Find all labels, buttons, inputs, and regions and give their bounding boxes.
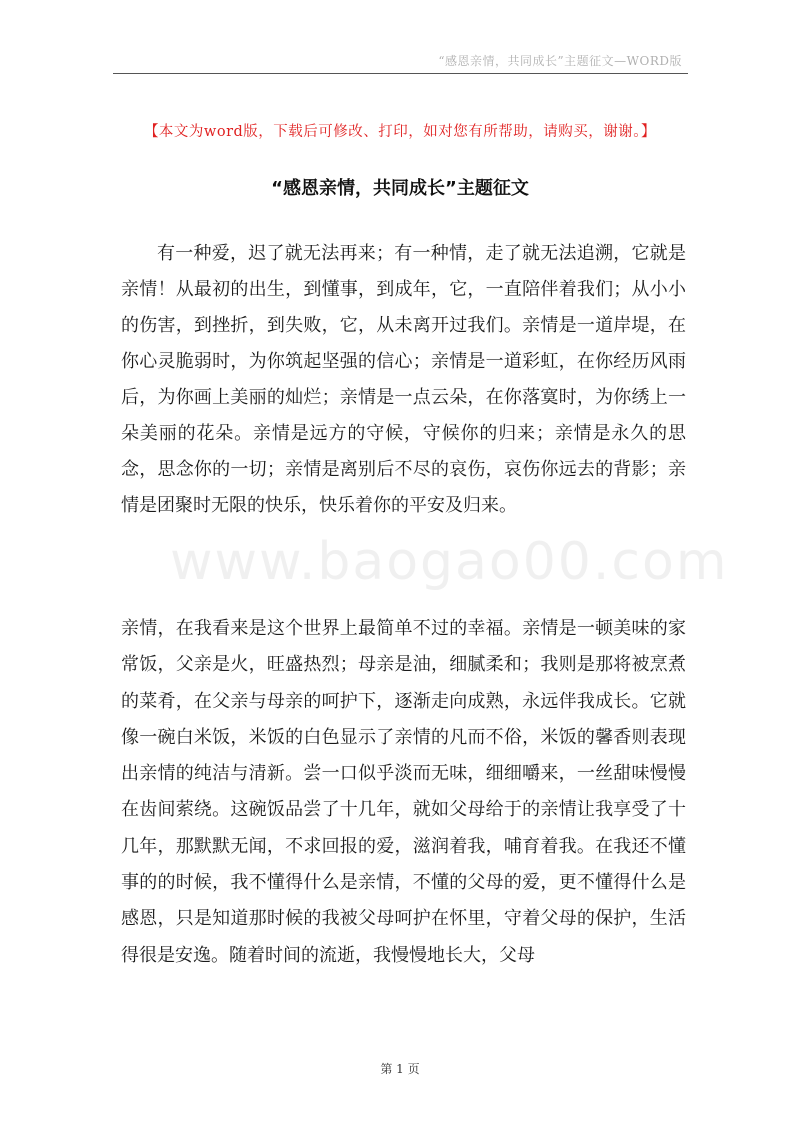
watermark: www.baogao00.com <box>170 532 729 592</box>
body-paragraph-1: 有一种爱，迟了就无法再来；有一种情，走了就无法追溯，它就是亲情！从最初的出生，到懂事，到成年，它，一直陪伴着我们；从小小的伤害，到挫折，到失败，它，从未离开过我们。亲情是一道岸堤，在你心灵脆弱时，为你筑起坚强的信心；亲情是一道彩虹，在你经历风雨后，为你画上美丽的灿烂；亲情是一点云朵，在你落寞时，为你绣上一朵美丽的花朵。亲情是远方的守候，守候你的归来；亲情是永久的思念，思念你的一切；亲情是离别后不尽的哀伤，哀伤你远去的背影；亲情是团聚时无限的快乐，快乐着你的平安及归来。 <box>121 243 686 516</box>
header-divider <box>113 73 688 74</box>
body-paragraph-2: 亲情，在我看来是这个世界上最简单不过的幸福。亲情是一顿美味的家常饭，父亲是火，旺盛热烈；母亲是油，细腻柔和；我则是那将被烹煮的菜肴，在父亲与母亲的呵护下，逐渐走向成熟，永远伴我成长。它就像一碗白米饭，米饭的白色显示了亲情的凡而不俗，米饭的馨香则表现出亲情的纯洁与清新。尝一口似乎淡而无味，细细嚼来，一丝甜味慢慢在齿间萦绕。这碗饭品尝了十几年，就如父母给于的亲情让我享受了十几年，那默默无闻，不求回报的爱，滋润着我，哺育着我。在我还不懂事的的时候，我不懂得什么是亲情，不懂的父母的爱，更不懂得什么是感恩，只是知道那时候的我被父母呵护在怀里，守着父母的保护，生活得很是安逸。随着时间的流逝，我慢慢地长大，父母 <box>121 618 686 966</box>
header-doc-label: “感恩亲情，共同成长”主题征文—WORD版 <box>438 54 682 68</box>
page-number: 第 1 页 <box>380 1062 420 1076</box>
purchase-notice: 【本文为word版，下载后可修改、打印，如对您有所帮助，请购买，谢谢。】 <box>143 124 657 140</box>
page-title: “感恩亲情，共同成长”主题征文 <box>271 178 529 199</box>
